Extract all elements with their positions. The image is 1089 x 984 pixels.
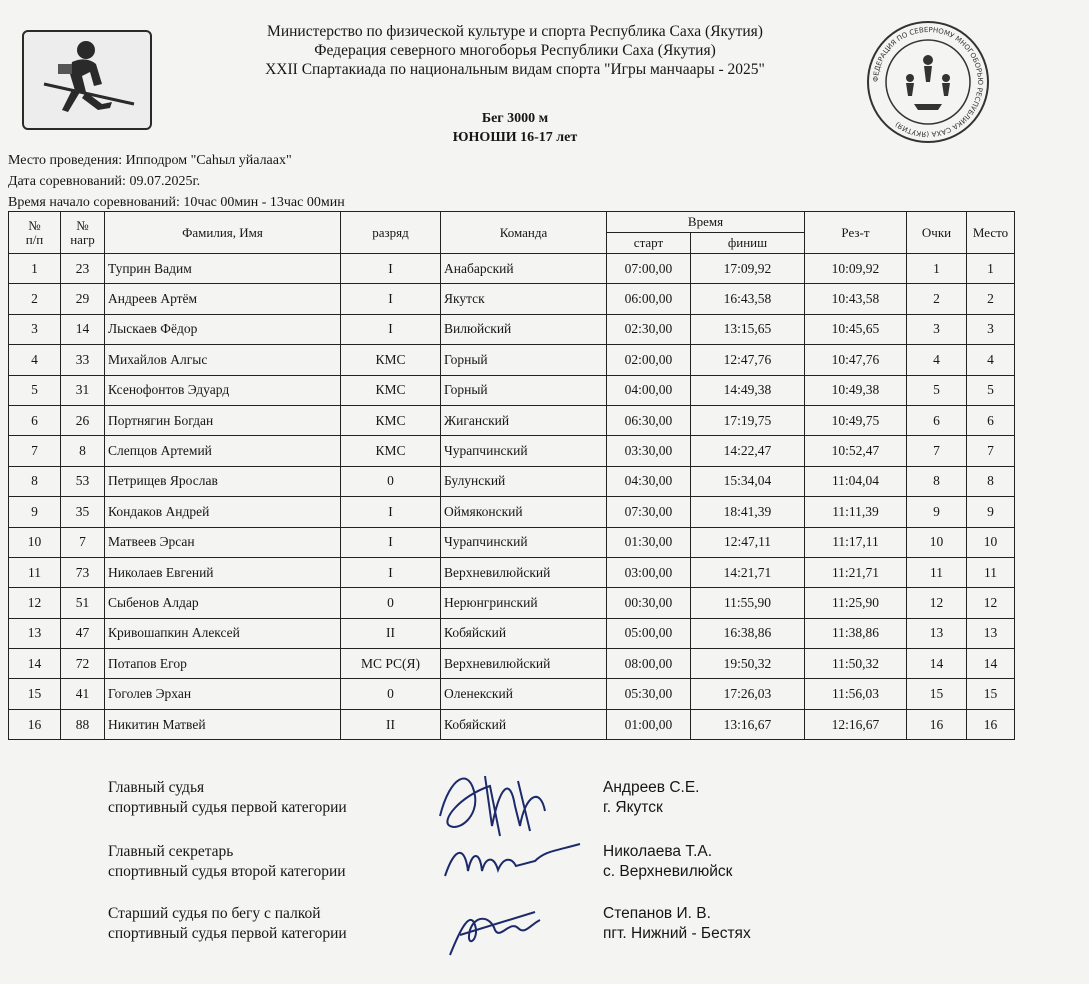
cell-num: 10 [9,527,61,557]
senior-judge-role: Старший судья по бегу с палкой [108,905,321,922]
cell-num: 16 [9,709,61,739]
cell-points: 15 [907,679,967,709]
cell-finish: 17:26,03 [691,679,805,709]
judge-signature-icon [430,756,560,846]
cell-team: Жиганский [441,405,607,435]
cell-result: 10:49,75 [805,405,907,435]
cell-team: Оймяконский [441,497,607,527]
cell-points: 16 [907,709,967,739]
cell-start: 03:00,00 [607,557,691,587]
cell-result: 11:50,32 [805,649,907,679]
cell-place: 6 [967,405,1015,435]
cell-name: Матвеев Эрсан [105,527,341,557]
table-row [9,679,1015,709]
event-discipline: Бег 3000 м [481,111,549,126]
cell-num: 12 [9,588,61,618]
table-row [9,709,1015,739]
cell-start: 02:30,00 [607,314,691,344]
cell-rank: I [341,557,441,587]
cell-bib: 41 [61,679,105,709]
cell-place: 16 [967,709,1015,739]
table-row [9,254,1015,284]
senior-judge-name: Степанов И. В. [603,905,711,922]
cell-place: 10 [967,527,1015,557]
cell-team: Оленекский [441,679,607,709]
secretary-signature-icon [440,836,590,886]
cell-finish: 18:41,39 [691,497,805,527]
cell-points: 13 [907,618,967,648]
cell-place: 7 [967,436,1015,466]
judge-name: Андреев С.Е. [603,779,700,796]
cell-start: 07:30,00 [607,497,691,527]
cell-result: 10:52,47 [805,436,907,466]
cell-start: 04:00,00 [607,375,691,405]
senior-judge-signature-icon [440,900,550,960]
cell-finish: 12:47,76 [691,345,805,375]
table-row [9,345,1015,375]
cell-place: 8 [967,466,1015,496]
cell-finish: 13:16,67 [691,709,805,739]
cell-bib: 23 [61,254,105,284]
cell-points: 4 [907,345,967,375]
cell-rank: I [341,284,441,314]
cell-bib: 88 [61,709,105,739]
cell-start: 02:00,00 [607,345,691,375]
cell-finish: 17:19,75 [691,405,805,435]
judge-role: Главный судья [108,779,205,796]
cell-name: Петрищев Ярослав [105,466,341,496]
cell-name: Потапов Егор [105,649,341,679]
secretary-category: спортивный судья второй категории [108,863,346,880]
secretary-name: Николаева Т.А. [603,843,713,860]
cell-bib: 7 [61,527,105,557]
cell-name: Ксенофонтов Эдуард [105,375,341,405]
cell-name: Лыскаев Фёдор [105,314,341,344]
cell-name: Михайлов Алгыс [105,345,341,375]
cell-team: Горный [441,375,607,405]
cell-num: 6 [9,405,61,435]
cell-result: 11:04,04 [805,466,907,496]
seal-ring-text: ФЕДЕРАЦИЯ ПО СЕВЕРНОМУ МНОГОБОРЬЮ РЕСПУБЛИКА САХА (ЯКУТИЯ) [871,25,985,139]
cell-bib: 51 [61,588,105,618]
cell-result: 11:38,86 [805,618,907,648]
cell-bib: 31 [61,375,105,405]
cell-points: 11 [907,557,967,587]
cell-bib: 72 [61,649,105,679]
federation-logo [22,30,152,130]
cell-num: 7 [9,436,61,466]
cell-team: Кобяйский [441,618,607,648]
info-date: Дата соревнований: 09.07.2025г. [8,174,201,189]
cell-place: 11 [967,557,1015,587]
header-rank: разряд [341,212,441,254]
info-time: Время начало соревнований: 10час 00мин - 13час 00мин [8,195,345,210]
table-row [9,497,1015,527]
cell-result: 11:25,90 [805,588,907,618]
cell-num: 1 [9,254,61,284]
cell-place: 15 [967,679,1015,709]
info-venue: Место проведения: Ипподром "Саһыл уйалаах" [8,153,292,168]
cell-points: 10 [907,527,967,557]
cell-rank: КМС [341,345,441,375]
cell-place: 3 [967,314,1015,344]
table-row [9,466,1015,496]
federation-seal [866,20,990,144]
header-ministry: Министерство по физической культуре и спорта Республика Саха (Якутия) [267,23,763,40]
header-result: Рез-т [805,212,907,254]
table-row [9,588,1015,618]
cell-rank: II [341,709,441,739]
cell-points: 7 [907,436,967,466]
cell-start: 08:00,00 [607,649,691,679]
cell-name: Туприн Вадим [105,254,341,284]
cell-bib: 35 [61,497,105,527]
cell-place: 4 [967,345,1015,375]
cell-start: 07:00,00 [607,254,691,284]
table-row [9,618,1015,648]
cell-num: 11 [9,557,61,587]
header-place: Место [967,212,1015,254]
runner-logo-icon [24,32,150,128]
cell-team: Кобяйский [441,709,607,739]
table-row [9,314,1015,344]
cell-finish: 13:15,65 [691,314,805,344]
cell-rank: КМС [341,436,441,466]
header-start: старт [607,233,691,254]
cell-rank: КМС [341,405,441,435]
header-team: Команда [441,212,607,254]
cell-points: 12 [907,588,967,618]
judge-category: спортивный судья первой категории [108,799,347,816]
secretary-role: Главный секретарь [108,843,234,860]
cell-rank: МС РС(Я) [341,649,441,679]
cell-name: Сыбенов Алдар [105,588,341,618]
cell-rank: I [341,254,441,284]
cell-start: 01:30,00 [607,527,691,557]
cell-num: 13 [9,618,61,648]
cell-team: Верхневилюйский [441,557,607,587]
table-row [9,527,1015,557]
cell-bib: 33 [61,345,105,375]
cell-num: 8 [9,466,61,496]
secretary-city: с. Верхневилюйск [603,863,733,880]
cell-finish: 14:49,38 [691,375,805,405]
cell-points: 2 [907,284,967,314]
cell-points: 5 [907,375,967,405]
cell-name: Гоголев Эрхан [105,679,341,709]
cell-finish: 12:47,11 [691,527,805,557]
cell-finish: 14:22,47 [691,436,805,466]
cell-rank: I [341,314,441,344]
seal-icon [866,20,990,144]
header-name: Фамилия, Имя [105,212,341,254]
cell-team: Чурапчинский [441,436,607,466]
cell-rank: II [341,618,441,648]
cell-place: 12 [967,588,1015,618]
cell-name: Андреев Артём [105,284,341,314]
cell-result: 11:11,39 [805,497,907,527]
cell-team: Чурапчинский [441,527,607,557]
cell-place: 5 [967,375,1015,405]
cell-result: 10:45,65 [805,314,907,344]
cell-start: 05:00,00 [607,618,691,648]
cell-team: Нерюнгринский [441,588,607,618]
cell-team: Якутск [441,284,607,314]
cell-points: 6 [907,405,967,435]
header-federation: Федерация северного многоборья Республики Саха (Якутия) [314,42,716,59]
cell-finish: 15:34,04 [691,466,805,496]
judge-city: г. Якутск [603,799,663,816]
cell-points: 3 [907,314,967,344]
header-finish: финиш [691,233,805,254]
cell-start: 01:00,00 [607,709,691,739]
cell-num: 9 [9,497,61,527]
table-row [9,557,1015,587]
cell-result: 10:49,38 [805,375,907,405]
event-group: ЮНОШИ 16-17 лет [452,130,578,145]
header-points: Очки [907,212,967,254]
cell-place: 14 [967,649,1015,679]
senior-judge-category: спортивный судья первой категории [108,925,347,942]
cell-bib: 14 [61,314,105,344]
cell-start: 06:30,00 [607,405,691,435]
table-row [9,405,1015,435]
cell-name: Кривошапкин Алексей [105,618,341,648]
cell-num: 5 [9,375,61,405]
cell-start: 03:30,00 [607,436,691,466]
cell-points: 1 [907,254,967,284]
cell-team: Верхневилюйский [441,649,607,679]
cell-bib: 73 [61,557,105,587]
cell-start: 06:00,00 [607,284,691,314]
cell-finish: 17:09,92 [691,254,805,284]
cell-place: 9 [967,497,1015,527]
cell-place: 2 [967,284,1015,314]
cell-name: Портнягин Богдан [105,405,341,435]
header-time: Время [607,212,805,233]
cell-name: Николаев Евгений [105,557,341,587]
senior-judge-city: пгт. Нижний - Бестях [603,925,751,942]
cell-finish: 16:38,86 [691,618,805,648]
cell-bib: 26 [61,405,105,435]
cell-finish: 11:55,90 [691,588,805,618]
cell-rank: I [341,527,441,557]
cell-finish: 14:21,71 [691,557,805,587]
cell-bib: 47 [61,618,105,648]
header-bib: № нагр [61,212,105,254]
cell-points: 8 [907,466,967,496]
cell-finish: 16:43,58 [691,284,805,314]
cell-name: Никитин Матвей [105,709,341,739]
cell-rank: 0 [341,466,441,496]
cell-finish: 19:50,32 [691,649,805,679]
table-row [9,649,1015,679]
cell-place: 13 [967,618,1015,648]
cell-result: 11:21,71 [805,557,907,587]
cell-name: Слепцов Артемий [105,436,341,466]
cell-points: 14 [907,649,967,679]
cell-place: 1 [967,254,1015,284]
header-num: № п/п [9,212,61,254]
cell-result: 12:16,67 [805,709,907,739]
cell-points: 9 [907,497,967,527]
table-row [9,284,1015,314]
cell-rank: КМС [341,375,441,405]
cell-team: Булунский [441,466,607,496]
cell-name: Кондаков Андрей [105,497,341,527]
cell-result: 10:47,76 [805,345,907,375]
results-table [8,211,1015,740]
table-row [9,375,1015,405]
cell-result: 10:43,58 [805,284,907,314]
cell-num: 15 [9,679,61,709]
cell-result: 11:17,11 [805,527,907,557]
cell-result: 10:09,92 [805,254,907,284]
cell-start: 05:30,00 [607,679,691,709]
cell-bib: 53 [61,466,105,496]
cell-bib: 29 [61,284,105,314]
cell-rank: 0 [341,588,441,618]
cell-start: 04:30,00 [607,466,691,496]
cell-rank: I [341,497,441,527]
cell-start: 00:30,00 [607,588,691,618]
cell-team: Вилюйский [441,314,607,344]
cell-rank: 0 [341,679,441,709]
cell-num: 14 [9,649,61,679]
cell-num: 3 [9,314,61,344]
header-spartakiada: XXII Спартакиада по национальным видам спорта "Игры манчаары - 2025" [265,61,765,78]
cell-team: Горный [441,345,607,375]
cell-team: Анабарский [441,254,607,284]
cell-result: 11:56,03 [805,679,907,709]
table-row [9,436,1015,466]
cell-num: 4 [9,345,61,375]
cell-bib: 8 [61,436,105,466]
cell-num: 2 [9,284,61,314]
